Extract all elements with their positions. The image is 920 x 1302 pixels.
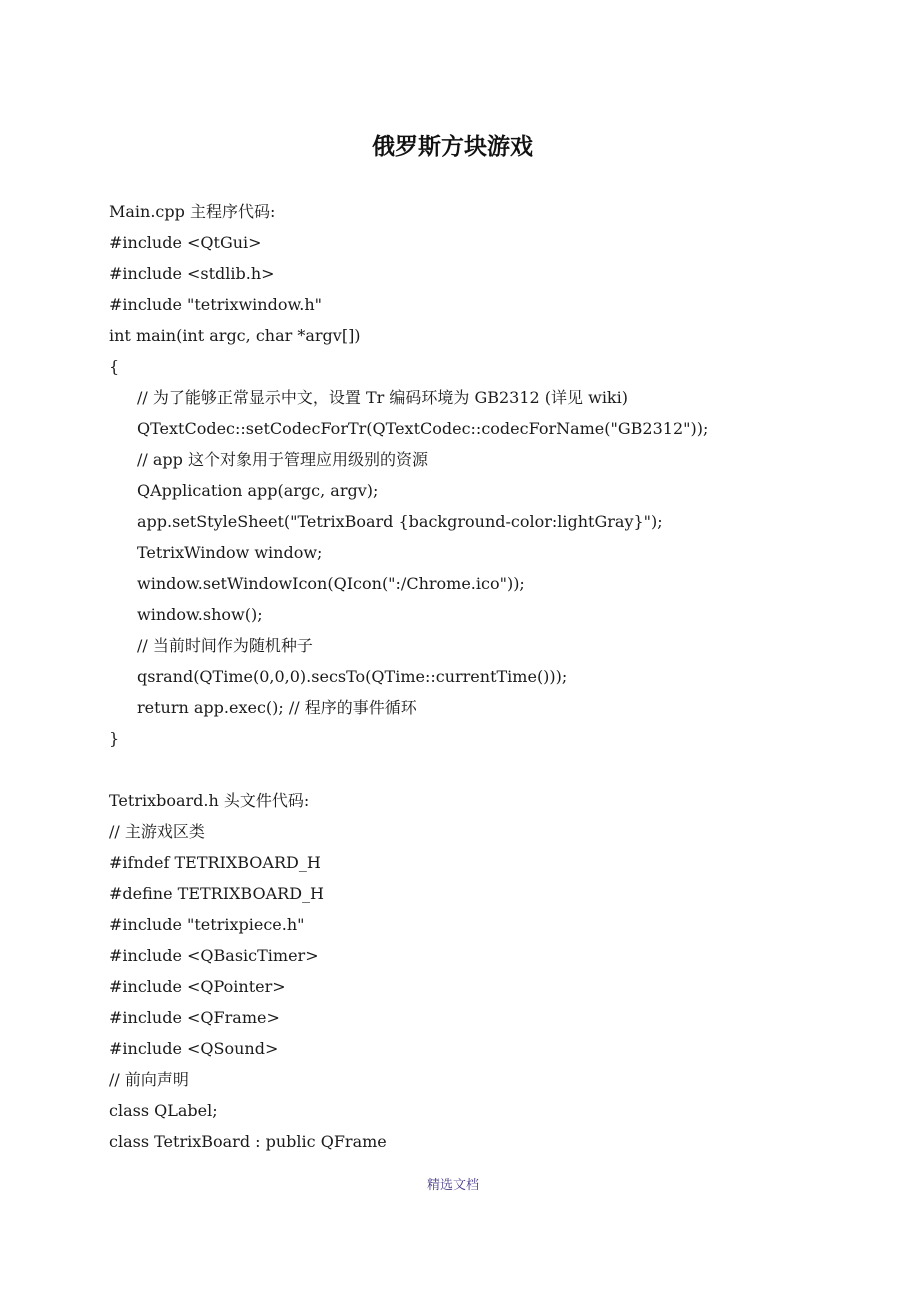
code-listing [109,196,809,1157]
code-line: // 前向声明 [109,1070,189,1089]
code-line: } [109,729,120,748]
code-line: class TetrixBoard : public QFrame [109,1132,387,1151]
code-line: Main.cpp 主程序代码: [109,202,276,221]
code-line: // 当前时间作为随机种子 [137,636,313,655]
code-line: TetrixWindow window; [137,543,323,562]
code-line: QTextCodec::setCodecForTr(QTextCodec::codecForName("GB2312")); [137,419,709,438]
code-line: #ifndef TETRIXBOARD_H [109,853,321,872]
code-line: class QLabel; [109,1101,218,1120]
document-title: 俄罗斯方块游戏 [372,134,533,160]
blank-line [109,754,809,785]
code-line: window.show(); [137,605,263,624]
code-line: { [109,357,120,376]
code-line: #include <QFrame> [109,1008,280,1027]
code-line: #include <stdlib.h> [109,264,275,283]
code-line: QApplication app(argc, argv); [137,481,379,500]
code-line: int main(int argc, char *argv[]) [109,326,361,345]
code-line: window.setWindowIcon(QIcon(":/Chrome.ico")); [137,574,525,593]
code-line: // 主游戏区类 [109,822,205,841]
code-line: #include <QSound> [109,1039,279,1058]
code-line: #include <QBasicTimer> [109,946,319,965]
code-line: return app.exec(); // 程序的事件循环 [137,698,417,717]
code-line: app.setStyleSheet("TetrixBoard {background-color:lightGray}"); [137,512,663,531]
code-line: #include <QPointer> [109,977,286,996]
code-line: #include <QtGui> [109,233,262,252]
page-footer: 精选文档 [426,1178,479,1193]
code-line: // app 这个对象用于管理应用级别的资源 [137,450,428,469]
code-line: Tetrixboard.h 头文件代码: [109,791,310,810]
code-line: #define TETRIXBOARD_H [109,884,324,903]
code-line: // 为了能够正常显示中文，设置 Tr 编码环境为 GB2312 (详见 wiki) [137,388,628,407]
code-line: #include "tetrixpiece.h" [109,915,305,934]
code-line: qsrand(QTime(0,0,0).secsTo(QTime::currentTime())); [137,667,568,686]
code-line: #include "tetrixwindow.h" [109,295,323,314]
